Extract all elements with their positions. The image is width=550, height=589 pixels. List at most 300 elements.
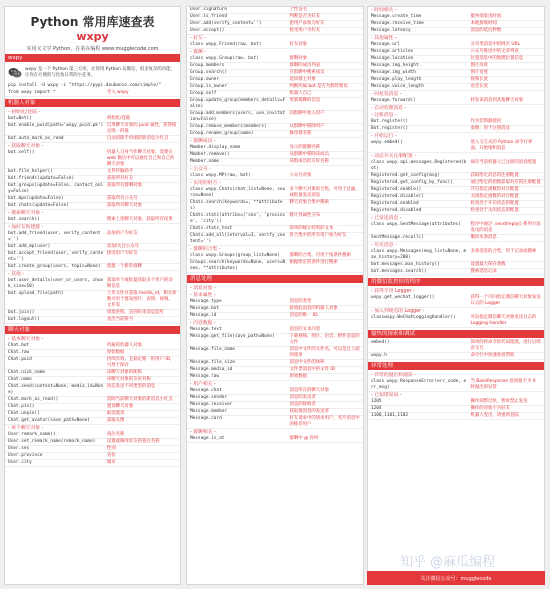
table-row: [5, 251, 180, 264]
table-row: [5, 404, 180, 411]
table-row: [187, 327, 363, 334]
table-row: [368, 222, 544, 235]
desc-cell: 关闭指定函数的对应配置: [470, 194, 519, 199]
table-row: [187, 28, 363, 35]
desc-cell: 自动消除手机端的新消息小红点: [106, 136, 169, 141]
desc-cell: 消息的唯一 ID: [289, 313, 318, 318]
sub-history: - 历史消息 -: [371, 243, 397, 248]
code-cell: bot.mps(update=False): [8, 196, 64, 201]
table-row: [5, 123, 180, 136]
section-exception: 异常处理: [368, 362, 544, 370]
import-row: [5, 90, 180, 97]
desc-cell: 置顶聊天对象: [106, 404, 134, 409]
code-cell: User.province: [8, 453, 43, 458]
table-row: [187, 313, 363, 320]
desc-cell: 聊天对象合集中搜索: [289, 200, 329, 205]
table-row: [5, 317, 180, 324]
code-cell: Message.file_size: [190, 360, 235, 365]
desc-cell: 好友对象: [289, 42, 308, 47]
table-row: [187, 226, 363, 233]
footer-bar: 关注微信公众号：mugglecode: [367, 571, 545, 585]
table-row: [187, 159, 363, 166]
code-cell: bot.chats(update=False): [8, 203, 69, 208]
sub-group: - 群聊 -: [190, 50, 207, 55]
desc-cell: 根据给定的条件进行搜索: [289, 260, 338, 265]
table-row: [187, 63, 363, 70]
row-group: [368, 160, 544, 215]
desc-cell: 显示的群聊名称: [289, 145, 321, 150]
code-cell: Member.name: [190, 159, 220, 164]
code-cell: SentMessage.recall(): [371, 235, 424, 240]
table-row: [187, 299, 363, 306]
code-cell: bot.add_friend(user, verify_content=''): [8, 231, 101, 242]
desc-cell: 检查处于开启状态的配置: [470, 201, 519, 206]
desc-cell: 返回群主对象: [289, 77, 316, 82]
code-cell: class wxpy.Messages(msg_list=None, max_history=200): [371, 249, 467, 260]
sub-member: - 群聊成员 -: [190, 139, 216, 144]
intro-block: [5, 64, 180, 82]
sub-exception: - 异常的抛出和捕获 -: [371, 373, 416, 378]
desc-cell: 获取所有公众号: [106, 196, 138, 201]
table-row: [368, 56, 544, 63]
desc-cell: 统计各属性分布: [289, 213, 321, 218]
code-cell: Chats.stats(attribs=('sex', 'province', 'city')): [190, 213, 286, 224]
row-group: [368, 295, 544, 308]
code-cell: Registered.enabled: [371, 201, 419, 206]
code-cell: Chats.stats_text: [190, 226, 233, 231]
table-row: [187, 260, 363, 273]
row-group: [5, 432, 180, 467]
code-cell: Registered.get_config(msg): [371, 173, 440, 178]
sub-add: - 加好友和建群 -: [8, 225, 44, 230]
desc-cell: 该群成员的友好名称: [289, 159, 329, 164]
desc-cell: 好友请求中的请求用户，名片消息中的推荐用户: [289, 416, 360, 427]
desc-cell: 文件传输助手: [106, 169, 134, 174]
table-row: [368, 119, 544, 126]
code-cell: class wxpy.ResponseError(err_code, err_msg): [371, 379, 467, 390]
desc-cell: 简单的统计结果的文本: [289, 226, 334, 231]
row-group: [368, 119, 544, 133]
section-chats: 聊天对象: [5, 326, 180, 334]
code-cell: Group.members: [190, 63, 225, 68]
table-row: [5, 418, 180, 425]
sub-start: - 开始运行 -: [371, 134, 397, 139]
code-cell: bot.create_group(users, topic=None): [8, 264, 101, 269]
code-cell: User.set_remark_name(remark_name): [8, 439, 96, 444]
site-line: 实用又文学 Python，在某在编程 www.mugglecode.com: [26, 46, 159, 52]
desc-cell: 搜索消息记录: [470, 269, 497, 274]
code-cell: Message.img_width: [371, 70, 416, 75]
desc-cell: 多个聊天对象的合集，可用于过滤，或批量发送消息: [289, 187, 360, 198]
table-row: [187, 347, 363, 360]
table-row: [187, 131, 363, 138]
code-cell: Chat.get_avatar(save_path=None): [8, 418, 90, 423]
desc-cell: 取消置顶: [106, 411, 125, 416]
table-row: [368, 269, 544, 276]
table-row: [368, 340, 544, 353]
code-cell: class wxpy.Groups(group_list=None): [190, 253, 280, 258]
desc-cell: 消息的类型: [289, 299, 312, 304]
section-wxpy: wxpy: [5, 54, 180, 62]
code-cell: Group.is_owner: [190, 84, 228, 89]
desc-cell: 群聊的成员列表: [289, 63, 321, 68]
desc-cell: 撤回本条消息: [470, 235, 497, 240]
desc-cell: 机器人登出，请重新登陆: [470, 413, 519, 418]
table-row: [368, 295, 544, 308]
table-row: [368, 77, 544, 84]
code-cell: Chats.search(keywords=, **attributes): [190, 200, 283, 211]
desc-cell: 视频长度: [470, 77, 489, 82]
desc-cell: 机器人自己: [289, 91, 312, 96]
desc-cell: 在群聊中搜索成员: [289, 70, 325, 75]
desc-cell: 该聊天对象的友好名称: [106, 377, 151, 382]
desc-cell: 机器人自身当作聊天对象，需要在 web 微信中可以通过自己和自己的聊天对象: [106, 150, 175, 167]
row-group: [187, 299, 363, 320]
code-cell: Message.bot: [190, 306, 220, 311]
import-desc: 导入 wxpy: [106, 90, 129, 95]
code-cell: class wxpy.api.messages.Registered(bot): [371, 160, 467, 171]
desc-cell: 把用户添加为好友: [289, 21, 325, 26]
table-row: [187, 395, 363, 402]
table-row: [187, 200, 363, 213]
sub-basic: - 基本聊天对象 -: [8, 337, 44, 342]
row-group: [368, 140, 544, 153]
row-group: [368, 222, 544, 242]
desc-cell: 群聊对象: [289, 56, 308, 61]
table-row: [5, 350, 180, 357]
desc-cell: 图片宽度: [470, 70, 489, 75]
code-cell: Group.remove_members(members): [190, 124, 267, 129]
sub-dynamic: - 动态开关注册配置 -: [371, 154, 416, 159]
code-cell: bot.groups(update=False, contact_only=False): [8, 183, 104, 194]
wechat-icon: [8, 67, 22, 79]
sub-user: - 用户相关 -: [190, 382, 216, 387]
code-cell: bot=Bot(): [8, 116, 32, 121]
desc-cell: 群聊中 @ 你时: [289, 436, 319, 441]
desc-cell: 程序中通过 .send/reply() 系列方法发送的消息: [470, 222, 541, 233]
sub-other: - 其他 -: [8, 272, 25, 277]
row-group: [5, 116, 180, 143]
code-cell: Message.img_height: [371, 63, 419, 68]
row-group: [5, 217, 180, 224]
desc-cell: 公众号推送中的文章列表: [470, 49, 519, 54]
table-row: [5, 278, 180, 291]
table-row: [187, 21, 363, 28]
code-cell: bot.friends(update=False): [8, 176, 75, 181]
sub-logger: - 获得专用 Logger -: [371, 289, 415, 294]
code-cell: User.remark_name(): [8, 432, 56, 437]
table-row: [187, 402, 363, 409]
desc-cell: 该聊天对象的昵称: [106, 370, 142, 375]
desc-cell: 保存当前机器人已注册的消息配置: [470, 160, 537, 165]
desc-cell: 添加用户为好友: [106, 231, 138, 236]
table-row: [5, 370, 180, 377]
code-cell: wxpy.h: [371, 353, 387, 358]
table-row: [5, 453, 180, 460]
code-cell: Message.sender: [190, 395, 228, 400]
table-row: [368, 315, 544, 328]
code-cell: bot.messages.max_history(): [371, 262, 440, 267]
table-row: [5, 183, 180, 196]
code-cell: bot.user_details(user_or_users, chunk_size=50): [8, 278, 104, 289]
import-code: from wxpy import *: [8, 90, 56, 95]
table-row: [368, 14, 544, 21]
table-row: [368, 84, 544, 91]
sub-get: - 获取聊天对象 -: [8, 144, 44, 149]
table-row: [187, 173, 363, 180]
row-group: [368, 249, 544, 276]
code-cell: 1204: [371, 406, 382, 411]
table-row: [187, 145, 363, 152]
table-row: [368, 353, 544, 360]
desc-cell: 通过给定的函数获取对应的注册配置: [470, 180, 541, 185]
code-cell: Message.receive_time: [371, 21, 424, 26]
desc-cell: 设置最大保存条数: [470, 262, 506, 267]
row-group: [187, 388, 363, 429]
desc-cell: 公众号对象: [289, 173, 312, 178]
desc-cell: 个性签名: [289, 7, 308, 12]
table-row: [5, 203, 180, 210]
code-cell: bot.accept_friend(user, verify_content=''): [8, 251, 104, 262]
section-bot: 机器人对象: [5, 99, 180, 107]
table-row: [187, 360, 363, 367]
table-row: [5, 460, 180, 467]
table-row: [368, 187, 544, 194]
code-cell: Message.get_file(save_path=None): [190, 334, 275, 339]
desc-cell: 从群聊中移除用户: [289, 124, 325, 129]
column-3: [367, 6, 545, 585]
section-debug: 愉快的探索和调试: [368, 330, 544, 338]
desc-cell: 获取头像: [106, 418, 125, 423]
table-row: [368, 160, 544, 173]
table-row: [368, 208, 544, 215]
table-row: [5, 397, 180, 404]
desc-cell: 作为装饰器使用: [470, 119, 502, 124]
code-cell: class wxpy.Friend(raw, bot): [190, 42, 262, 47]
table-row: [368, 70, 544, 77]
desc-cell: 操作的对象不为好友: [470, 406, 510, 411]
code-cell: User.accept(): [190, 28, 225, 33]
column-1: [4, 6, 181, 585]
desc-cell: 获得一个可向指定微信聊天对象发送日志的 Logger: [470, 295, 541, 306]
sub-init: - 初始化/登陆 -: [8, 110, 41, 115]
code-cell: Chat.nick_name: [8, 370, 46, 375]
table-row: [368, 21, 544, 28]
code-cell: 1205: [371, 399, 382, 404]
code-cell: Group.update_group(members_details=False): [190, 98, 286, 109]
table-row: [5, 264, 180, 271]
table-row: [368, 201, 544, 208]
section-logger: 用微信监控你的程序: [368, 278, 544, 286]
code-cell: Chat.unpin(): [8, 411, 40, 416]
table-row: [5, 377, 180, 384]
sub-auto: - 自动处理消息 -: [371, 106, 407, 111]
desc-cell: 下载视频、图片、语音、附件消息的文件: [289, 334, 360, 345]
desc-cell: 修改群名称: [289, 131, 312, 136]
row-group: [187, 56, 363, 138]
table-row: [5, 244, 180, 251]
table-row: [368, 140, 544, 153]
code-cell: Bot.register(): [371, 119, 409, 124]
code-cell: class wxpy.SentMessage(attributes): [371, 222, 461, 227]
code-cell: bot.upload_file(path): [8, 291, 64, 296]
desc-cell: 备注名称: [106, 432, 125, 437]
sub-chats: - 实用的组合 -: [190, 181, 221, 186]
sub-handler: - 加入到现有的 Logger -: [371, 309, 425, 314]
table-row: [368, 28, 544, 35]
row-group: [187, 7, 363, 35]
sub-basicattr: - 基本属性 -: [190, 293, 216, 298]
code-cell: Message.chat: [190, 388, 222, 393]
table-row: [187, 7, 363, 14]
code-cell: Message.latency: [371, 28, 411, 33]
row-group: [187, 327, 363, 381]
desc-cell: 将合集中的所有用户加为好友: [289, 233, 347, 238]
table-row: [187, 77, 363, 84]
desc-cell: 消息的接收者: [289, 402, 316, 407]
row-group: [187, 42, 363, 49]
desc-cell: 图片高度: [470, 63, 489, 68]
desc-cell: 接收此消息的机器人对象: [289, 306, 338, 311]
row-group: [187, 173, 363, 180]
table-row: [368, 413, 544, 420]
code-cell: Message.create_time: [371, 14, 422, 19]
table-row: [368, 49, 544, 56]
sub-reply: - 回复发消息 -: [371, 92, 402, 97]
sub-single: - 单个聊天对象 -: [8, 426, 44, 431]
desc-cell: 上传文件并获取 media_id，相关参数可用于群发图片、表情、视频、文件等: [106, 291, 177, 308]
desc-cell: 操作频繁过快，暂时禁止发送: [470, 399, 528, 404]
table-row: [5, 432, 180, 439]
desc-cell: 获取群消息的发送者: [289, 409, 329, 414]
sub-groups: - 群聊的合集 -: [190, 247, 221, 252]
table-row: [368, 235, 544, 242]
table-row: [5, 196, 180, 203]
code-cell: Message.articles: [371, 49, 414, 54]
desc-cell: 进入交互式的 Python 命令行界面，开始堆积消息: [470, 140, 533, 151]
code-cell: Message.card: [190, 416, 222, 421]
row-group: [5, 278, 180, 324]
table-row: [187, 84, 363, 91]
table-row: [187, 374, 363, 381]
code-cell: Message.url: [371, 42, 401, 47]
desc-cell: 获取单个或批量获取多个用户的详细信息: [106, 278, 173, 289]
page-title: Python 常用库速查表: [30, 15, 155, 29]
desc-cell: 堵塞进程，直到结束消息监听: [106, 310, 164, 315]
desc-cell: 性别: [106, 446, 116, 451]
row-group: [187, 253, 363, 273]
desc-cell: 群聊的合集，可用于按条件搜索: [289, 253, 351, 258]
table-row: [5, 176, 180, 183]
code-cell: embed(): [371, 340, 390, 345]
section-message: 消息处理: [187, 275, 363, 283]
desc-cell: 分享类消息中的网页 URL: [470, 42, 521, 47]
row-group: [5, 150, 180, 210]
code-cell: Group.rename_group(name): [190, 131, 254, 136]
row-group: [368, 399, 544, 420]
page-subtitle: wxpy: [76, 30, 109, 43]
table-row: [5, 411, 180, 418]
table-row: [5, 357, 180, 370]
desc-cell: 参数：用于注册消息: [470, 126, 510, 131]
code-cell: Chat.mark_as_read(): [8, 397, 59, 402]
desc-cell: 从群聊中移除该成员: [289, 152, 329, 157]
code-cell: wxpy.get_wechat_logger(): [371, 295, 435, 300]
table-row: [187, 334, 363, 347]
code-cell: Groups.search(keywords=None, users=None, **attributes): [190, 260, 286, 271]
row-group: [368, 315, 544, 328]
row-group: [5, 343, 180, 425]
code-cell: class wxpy.Chats(chat_list=None, source=None): [190, 187, 286, 198]
desc-cell: 获取给定消息的注册配置: [470, 173, 519, 178]
table-row: [187, 253, 363, 260]
sub-friend: - 好友 -: [190, 36, 207, 41]
code-cell: Message.member: [190, 409, 228, 414]
code-cell: Group.owner: [190, 77, 220, 82]
sub-content: - 内容数据 -: [190, 321, 216, 326]
code-cell: Chat.puid: [8, 357, 32, 362]
table-row: [368, 249, 544, 262]
desc-cell: 原始数据: [106, 350, 125, 355]
code-cell: bot.enable_puid(path='wxpy_puid.pk'): [8, 123, 104, 128]
code-cell: bot.join(): [8, 310, 35, 315]
desc-cell: 消息中文件的文件名，可以是自上面的使用: [289, 347, 360, 358]
sub-group2: - 群聊相关 -: [190, 430, 216, 435]
code-cell: User.sex: [8, 446, 30, 451]
code-cell: bot.auto_mark_as_read: [8, 136, 64, 141]
desc-cell: 判断是否为好友: [289, 14, 321, 19]
code-cell: Registered.disabled: [371, 208, 422, 213]
code-cell: wxpy.embed(): [371, 140, 403, 145]
table-row: [187, 436, 363, 443]
table-row: [368, 126, 544, 133]
sub-share: - 其他属性 -: [371, 36, 397, 41]
row-group: [368, 379, 544, 392]
table-row: [187, 213, 363, 226]
table-row: [368, 379, 544, 392]
code-cell: Registered.disable(): [371, 194, 424, 199]
table-row: [5, 217, 180, 224]
sub-msgobj: - 消息对象 -: [190, 286, 216, 291]
desc-cell: 文件类消息中的文件 ID: [289, 367, 336, 372]
desc-cell: 获取所有聊天对象: [106, 203, 142, 208]
code-cell: Message.file_name: [190, 347, 235, 352]
code-cell: bot.add_mp(user): [8, 244, 51, 249]
table-row: [187, 388, 363, 395]
code-cell: Chat.raw: [8, 350, 30, 355]
table-row: [5, 384, 180, 397]
desc-cell: 消息的延迟秒数: [470, 28, 502, 33]
row-group: [368, 340, 544, 360]
table-row: [368, 406, 544, 413]
code-cell: Message.id: [190, 313, 217, 318]
desc-cell: 原始数据: [289, 374, 308, 379]
table-row: [368, 98, 544, 105]
code-cell: Group.add_members(users, use_invitation=False): [190, 111, 286, 122]
desc-cell: 服务端发送时间: [470, 14, 502, 19]
table-row: [187, 367, 363, 374]
table-row: [187, 98, 363, 111]
sub-time: - 时间相关 -: [371, 8, 397, 13]
table-row: [5, 116, 180, 123]
code-cell: User.city: [8, 460, 32, 465]
desc-cell: 检查处于关闭状态的配置: [470, 208, 519, 213]
table-row: [5, 439, 180, 446]
code-cell: Chat.send(content=None, media_id=None): [8, 384, 104, 395]
sub-search: - 搜索聊天对象 -: [8, 211, 44, 216]
table-row: [368, 173, 544, 180]
table-row: [187, 70, 363, 77]
